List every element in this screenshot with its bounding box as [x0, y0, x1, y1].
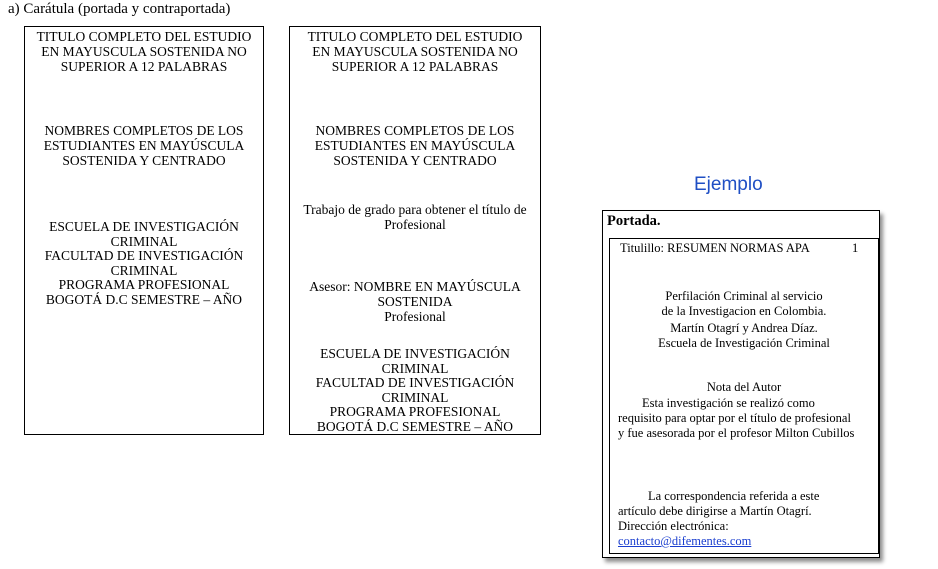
example-label: Portada.: [607, 213, 661, 229]
back-cover-student-names: NOMBRES COMPLETOS DE LOS ESTUDIANTES EN MAYÚSCULA SOSTENIDA Y CENTRADO: [314, 123, 516, 168]
back-cover-title: TITULO COMPLETO DEL ESTUDIO EN MAYUSCULA SOSTENIDA NO SUPERIOR A 12 PALABRAS: [307, 29, 523, 74]
section-heading: a) Carátula (portada y contraportada): [8, 1, 231, 17]
cover-institution: ESCUELA DE INVESTIGACIÓN CRIMINAL FACULTAD DE INVESTIGACIÓN CRIMINAL PROGRAMA PROFESIONAL BOGOTÁ D.C SEMESTRE – AÑO: [44, 219, 244, 307]
example-heading: Ejemplo: [694, 174, 763, 195]
example-page: [609, 238, 879, 554]
cover-student-names: NOMBRES COMPLETOS DE LOS ESTUDIANTES EN MAYÚSCULA SOSTENIDA Y CENTRADO: [43, 123, 245, 168]
back-cover-institution: ESCUELA DE INVESTIGACIÓN CRIMINAL FACULTAD DE INVESTIGACIÓN CRIMINAL PROGRAMA PROFESIONAL BOGOTÁ D.C SEMESTRE – AÑO: [315, 346, 515, 434]
running-head: Titulillo: RESUMEN NORMAS APA: [620, 241, 810, 255]
back-cover-degree: Trabajo de grado para obtener el título de Profesional: [303, 202, 527, 232]
example-cover-card: [602, 210, 880, 558]
author-note: Esta investigación se realizó como requisito para optar por el título de profesional y fue asesorada por el profesor Milton Cubillos: [618, 396, 855, 440]
cover-template: [24, 26, 264, 435]
back-cover-advisor: Asesor: NOMBRE EN MAYÚSCULA SOSTENIDA Profesional: [309, 279, 521, 324]
email-link[interactable]: contacto@difementes.com: [618, 534, 752, 548]
cover-title: TITULO COMPLETO DEL ESTUDIO EN MAYUSCULA SOSTENIDA NO SUPERIOR A 12 PALABRAS: [36, 29, 252, 74]
back-cover-template: [289, 26, 541, 435]
correspondence: La correspondencia referida a este artículo debe dirigirse a Martín Otagrí. Dirección electrónica: contacto@difementes.com: [618, 489, 820, 548]
page-number: 1: [852, 241, 859, 255]
example-title: Perfilación Criminal al servicio de la Investigacion en Colombia.: [661, 289, 827, 318]
author-note-title: Nota del Autor: [706, 380, 782, 394]
example-authors: Martín Otagrí y Andrea Díaz. Escuela de Investigación Criminal: [658, 321, 830, 350]
